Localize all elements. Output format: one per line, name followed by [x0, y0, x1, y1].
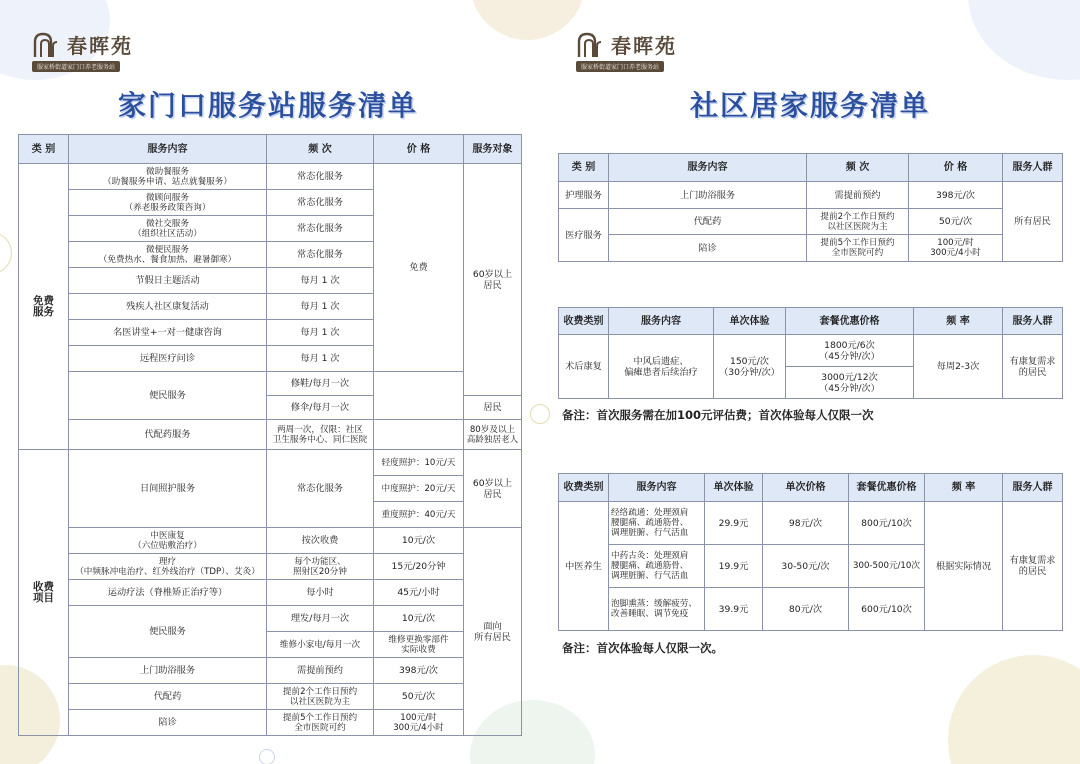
service-price: 中度照护：20元/天 — [374, 476, 464, 502]
tcm-table — [558, 473, 1063, 631]
table-header-row — [559, 308, 1063, 335]
service-freq: 修鞋/每月一次 — [267, 372, 374, 396]
service-freq: 提前5个工作日预约 全市医院可约 — [807, 235, 909, 262]
service-content: 经络疏通：处理颈肩 腰腿痛、疏通筋骨、 调理脏腑、行气活血 — [609, 502, 705, 545]
decor-circle — [470, 0, 585, 40]
col-header: 服务内容 — [609, 474, 705, 502]
service-price: 50元/次 — [909, 209, 1003, 235]
service-content: 微顾问服务 （养老服务政策咨询） — [69, 190, 267, 216]
package-price: 600元/10次 — [849, 588, 925, 631]
table-row — [19, 710, 522, 736]
service-content: 便民服务 — [69, 606, 267, 658]
table-row — [19, 164, 522, 190]
decor-ring — [259, 749, 275, 764]
service-freq: 修伞/每月一次 — [267, 396, 374, 420]
service-content: 陪诊 — [69, 710, 267, 736]
service-content: 便民服务 — [69, 372, 267, 420]
service-price: 398元/次 — [374, 658, 464, 684]
col-header: 价 格 — [374, 135, 464, 164]
single-trial: 39.9元 — [705, 588, 763, 631]
service-freq: 每周2-3次 — [914, 335, 1003, 399]
target-60: 60岁以上 居民 — [464, 164, 522, 396]
col-header: 单次体验 — [714, 308, 786, 335]
col-header: 单次价格 — [763, 474, 849, 502]
community-service-table — [558, 153, 1063, 262]
service-content: 微便民服务 （免费热水、餐食加热、避暑御寒） — [69, 242, 267, 268]
service-content: 运动疗法（脊椎矫正治疗等） — [69, 580, 267, 606]
service-content: 节假日主题活动 — [69, 268, 267, 294]
col-header: 服务对象 — [464, 135, 522, 164]
col-header: 单次体验 — [705, 474, 763, 502]
service-content: 残疾人社区康复活动 — [69, 294, 267, 320]
service-price: 轻度照护：10元/天 — [374, 450, 464, 476]
category-rehab: 术后康复 — [559, 335, 609, 399]
col-header: 频 率 — [925, 474, 1003, 502]
target-80: 80岁及以上 高龄独居老人 — [464, 420, 522, 450]
col-header: 价 格 — [909, 154, 1003, 182]
decor-ring — [0, 232, 12, 274]
category-label: 收费项目 — [33, 580, 54, 604]
target-all: 所有居民 — [1003, 182, 1063, 262]
target-rehab: 有康复需求 的居民 — [1003, 502, 1063, 631]
service-content: 代配药 — [69, 684, 267, 710]
service-freq: 理发/每月一次 — [267, 606, 374, 632]
package-price: 3000元/12次 （45分钟/次） — [786, 367, 914, 399]
note-second: 备注：首次体验每人仅限一次。 — [562, 641, 723, 655]
brand-tagline: 服家桥街道家门口养老服务站 — [576, 61, 664, 72]
brand-name: 春晖苑 — [611, 34, 677, 58]
service-freq: 提前2个工作日预约 以社区医院为主 — [267, 684, 374, 710]
service-price: 398元/次 — [909, 182, 1003, 209]
table-row — [19, 554, 522, 580]
service-price: 重度照护：40元/天 — [374, 502, 464, 528]
service-content: 上门助浴服务 — [609, 182, 807, 209]
right-page-title: 社区居家服务清单 — [690, 89, 931, 122]
home-service-table — [18, 134, 522, 736]
single-trial: 29.9元 — [705, 502, 763, 545]
table-row — [559, 335, 1063, 367]
arch-logo-icon — [32, 32, 62, 58]
service-freq: 常态化服务 — [267, 216, 374, 242]
table-row-spacer — [19, 420, 522, 424]
service-freq: 每小时 — [267, 580, 374, 606]
category-tcm: 中医养生 — [559, 502, 609, 631]
package-price: 300-500元/10次 — [849, 545, 925, 588]
category-label: 免费服务 — [33, 294, 54, 318]
col-header: 套餐优惠价格 — [786, 308, 914, 335]
col-header: 类 别 — [19, 135, 69, 164]
target-60: 60岁以上 居民 — [464, 450, 522, 528]
target-rehab: 有康复需求 的居民 — [1003, 335, 1063, 399]
service-freq: 每月 1 次 — [267, 320, 374, 346]
service-content: 上门助浴服务 — [69, 658, 267, 684]
category-free — [19, 164, 69, 450]
col-header: 服务人群 — [1003, 154, 1063, 182]
single-price: 30-50元/次 — [763, 545, 849, 588]
price-empty — [374, 420, 464, 450]
rehab-table — [558, 307, 1063, 399]
service-freq: 每月 1 次 — [267, 294, 374, 320]
service-freq: 每月 1 次 — [267, 268, 374, 294]
col-header: 收费类别 — [559, 474, 609, 502]
service-freq: 根据实际情况 — [925, 502, 1003, 631]
package-price: 1800元/6次 （45分钟/次） — [786, 335, 914, 367]
service-price: 维修更换零部件 实际收费 — [374, 632, 464, 658]
col-header: 服务内容 — [609, 308, 714, 335]
col-header: 频 次 — [267, 135, 374, 164]
arch-logo-icon — [576, 32, 606, 58]
service-content: 中医康复 （六位贴敷治疗） — [69, 528, 267, 554]
service-price: 50元/次 — [374, 684, 464, 710]
service-content: 中风后遗症、 偏瘫患者后续治疗 — [609, 335, 714, 399]
service-freq: 提前5个工作日预约 全市医院可约 — [267, 710, 374, 736]
service-freq: 需提前预约 — [267, 658, 374, 684]
service-price: 100元/时 300元/4小时 — [374, 710, 464, 736]
col-header: 频 次 — [807, 154, 909, 182]
service-freq: 按次收费 — [267, 528, 374, 554]
service-freq: 每月 1 次 — [267, 346, 374, 372]
col-header: 服务内容 — [609, 154, 807, 182]
table-row — [19, 580, 522, 606]
category-medical: 医疗服务 — [559, 209, 609, 262]
table-header-row — [559, 474, 1063, 502]
note-first: 备注：首次服务需在加100元评估费；首次体验每人仅限一次 — [562, 408, 874, 422]
price-free: 免费 — [374, 164, 464, 372]
price-empty — [374, 372, 464, 420]
table-header-row — [559, 154, 1063, 182]
package-price: 800元/10次 — [849, 502, 925, 545]
service-content: 泡脚熏蒸：缓解疲劳、 改善睡眠、调节免疫 — [609, 588, 705, 631]
table-row — [19, 684, 522, 710]
single-trial: 150元/次 （30分钟/次） — [714, 335, 786, 399]
table-row — [19, 450, 522, 476]
table-row — [19, 528, 522, 554]
col-header: 服务人群 — [1003, 308, 1063, 335]
service-content: 中药古灸：处理颈肩 腰腿痛、疏通筋骨、 调理脏腑、行气活血 — [609, 545, 705, 588]
service-price: 15元/20分钟 — [374, 554, 464, 580]
decor-circle — [948, 655, 1080, 764]
left-page-title: 家门口服务站服务清单 — [118, 89, 419, 122]
service-price: 100元/时 300元/4小时 — [909, 235, 1003, 262]
service-freq: 常态化服务 — [267, 450, 374, 528]
brand-logo-left — [32, 30, 133, 72]
table-header-row — [19, 135, 522, 164]
category-paid — [19, 450, 69, 736]
target-resident: 居民 — [464, 396, 522, 420]
service-content: 代配药服务 — [69, 420, 267, 450]
table-row — [19, 372, 522, 396]
col-header: 套餐优惠价格 — [849, 474, 925, 502]
decor-ring — [530, 404, 550, 424]
service-content: 理疗 （中频脉冲电治疗、红外线治疗（TDP）、艾灸） — [69, 554, 267, 580]
service-content: 微助餐服务 （助餐服务申请、站点就餐服务） — [69, 164, 267, 190]
decor-circle — [968, 0, 1080, 80]
single-trial: 19.9元 — [705, 545, 763, 588]
target-all: 面向 所有居民 — [464, 528, 522, 736]
service-price: 45元/小时 — [374, 580, 464, 606]
brand-logo-right — [576, 30, 677, 72]
table-row — [559, 182, 1063, 209]
table-row — [559, 235, 1063, 262]
service-content: 日间照护服务 — [69, 450, 267, 528]
service-freq: 常态化服务 — [267, 164, 374, 190]
service-freq: 常态化服务 — [267, 242, 374, 268]
table-row — [559, 209, 1063, 235]
service-price: 10元/次 — [374, 606, 464, 632]
service-freq: 两周一次，仅限：社区 卫生服务中心、同仁医院 — [267, 420, 374, 450]
service-price: 10元/次 — [374, 528, 464, 554]
brand-tagline: 服家桥街道家门口养老服务站 — [32, 61, 120, 72]
col-header: 服务内容 — [69, 135, 267, 164]
service-content: 远程医疗问诊 — [69, 346, 267, 372]
service-freq: 需提前预约 — [807, 182, 909, 209]
col-header: 收费类别 — [559, 308, 609, 335]
col-header: 服务人群 — [1003, 474, 1063, 502]
table-row — [559, 502, 1063, 545]
service-freq: 常态化服务 — [267, 190, 374, 216]
service-content: 陪诊 — [609, 235, 807, 262]
service-freq: 每个功能区、 照射区20分钟 — [267, 554, 374, 580]
single-price: 98元/次 — [763, 502, 849, 545]
table-row — [19, 606, 522, 632]
service-content: 名医讲堂+一对一健康咨询 — [69, 320, 267, 346]
table-row — [19, 658, 522, 684]
service-freq: 提前2个工作日预约 以社区医院为主 — [807, 209, 909, 235]
col-header: 类 别 — [559, 154, 609, 182]
brand-name: 春晖苑 — [67, 34, 133, 58]
category-nursing: 护理服务 — [559, 182, 609, 209]
service-content: 微社交服务 （组织社区活动） — [69, 216, 267, 242]
col-header: 频 率 — [914, 308, 1003, 335]
single-price: 80元/次 — [763, 588, 849, 631]
service-content: 代配药 — [609, 209, 807, 235]
service-freq: 维修小家电/每月一次 — [267, 632, 374, 658]
